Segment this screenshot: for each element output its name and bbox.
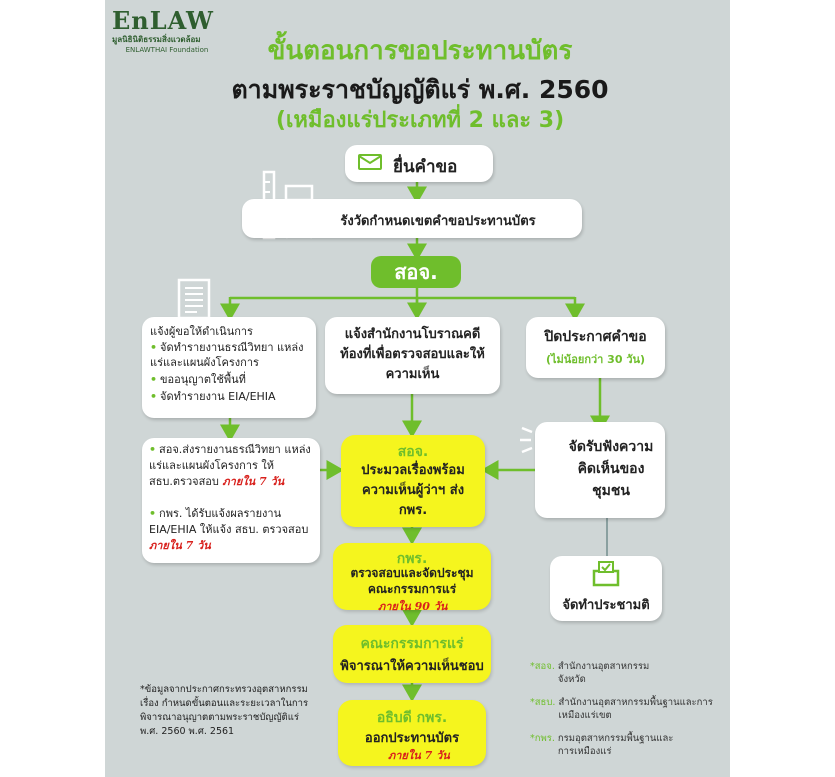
yellow-4-deadline: ภายใน 7 วัน — [388, 749, 450, 762]
branch-right-note: (ไม่น้อยกว่า 30 วัน) — [545, 353, 646, 366]
yellow-4-body: ออกประทานบัตร — [364, 731, 460, 746]
legend-item-2 — [530, 696, 720, 722]
legend-abbr-3: *กพร. — [530, 733, 555, 744]
deadline-7-days-1: ภายใน 7 วัน — [222, 475, 285, 488]
branch-left-item-3: • จัดทำรายงาน EIA/EHIA — [150, 390, 276, 403]
envelope-flap-icon — [358, 154, 382, 170]
logo-name-en: ENLAWTHAI Foundation — [125, 46, 209, 54]
step-submit-label: ยื่นคำขอ — [393, 157, 458, 177]
agency-pill — [371, 256, 461, 288]
title-line3: (เหมืองแร่ประเภทที่ 2 และ 3) — [275, 108, 565, 133]
logo-name-th: มูลนิธินิติธรรมสิ่งแวดล้อม — [112, 35, 201, 44]
document-icon — [177, 278, 213, 320]
legend-item-1 — [530, 660, 720, 686]
legend-item-3 — [530, 732, 720, 758]
branch-mid-box — [325, 317, 500, 394]
yellow-step-1 — [341, 435, 485, 527]
yellow-4-head: อธิบดี กพร. — [376, 710, 448, 726]
referendum-text: จัดทำประชามติ — [562, 598, 650, 613]
step-survey-label: รังวัดกำหนดเขตคำขอประทานบัตร — [340, 214, 536, 229]
legend-abbr-2: *สธบ. — [530, 697, 556, 708]
yellow-3-body: พิจารณาให้ความเห็นชอบ — [340, 659, 484, 674]
referendum-box — [550, 556, 662, 621]
yellow-1-body: ประมวลเรื่องพร้อมความเห็นผู้ว่าฯ ส่ง กพร. — [361, 463, 465, 518]
branch-left-item-1: • จัดทำรายงานธรณีวิทยา แหล่งแร่และแผนผังโครงการ — [150, 341, 304, 369]
yellow-3-head: คณะกรรมการแร่ — [360, 636, 464, 652]
hearing-text: จัดรับฟังความคิดเห็นของชุมชน — [568, 439, 654, 499]
legend-abbr-1: *สอจ. — [530, 661, 555, 672]
logo-brand: EnLAW — [112, 6, 214, 35]
legend-full-1: สำนักงานอุตสาหกรรมจังหวัด — [557, 661, 650, 685]
yellow-step-2 — [333, 543, 491, 613]
footnote: *ข้อมูลจากประกาศกระทรวงอุตสาหกรรม เรื่อง กำหนดขั้นตอนและระยะเวลาในการพิจารณาอนุญาตตามพระราชบัญญัติแร่ พ.ศ. 2560 พ.ศ. 2561 — [140, 684, 309, 737]
yellow-2-deadline: ภายใน 90 วัน — [378, 600, 448, 613]
branch-left-box — [142, 317, 316, 418]
legend-full-2: สำนักงานอุตสาหกรรมพื้นฐานและการเหมืองแร่เขต — [558, 697, 713, 721]
logo — [112, 6, 222, 54]
branch-left-title: แจ้งผู้ขอให้ดำเนินการ — [150, 325, 253, 338]
branch-left-item-2: • ขออนุญาตใช้พื้นที่ — [150, 373, 246, 386]
left-lower-item-1: • สอจ.ส่งรายงานธรณีวิทยา แหล่งแร่และแผนผังโครงการ ให้ สธบ.ตรวจสอบ ภายใน 7 วัน — [149, 443, 311, 488]
left-lower-item-2: • กพร. ได้รับแจ้งผลรายงาน EIA/EHIA ให้แจ้ง สธบ. ตรวจสอบ ภายใน 7 วัน — [149, 507, 309, 552]
legend-full-3: กรมอุตสาหกรรมพื้นฐานและการเหมืองแร่ — [557, 733, 674, 757]
yellow-1-head: สอจ. — [397, 444, 429, 460]
title-line2: ตามพระราชบัญญัติแร่ พ.ศ. 2560 — [231, 75, 609, 104]
yellow-2-body: ตรวจสอบและจัดประชุมคณะกรรมการแร่ — [350, 566, 474, 596]
branch-right-title: ปิดประกาศคำขอ — [544, 329, 647, 345]
ballot-box-icon — [592, 561, 620, 587]
yellow-2-head: กพร. — [396, 551, 428, 567]
hearing-box — [535, 422, 665, 518]
branch-right-box — [526, 317, 665, 378]
agency-pill-label: สอจ. — [394, 260, 438, 284]
title-line1: ขั้นตอนการขอประทานบัตร — [267, 36, 573, 66]
yellow-step-3 — [333, 625, 491, 683]
yellow-step-4 — [338, 700, 486, 766]
step-submit — [345, 145, 493, 182]
deadline-7-days-2: ภายใน 7 วัน — [149, 539, 211, 552]
step-survey — [242, 199, 582, 238]
left-lower-box — [142, 438, 320, 563]
branch-mid-text: แจ้งสำนักงานโบราณคดีท้องที่เพื่อตรวจสอบและให้ความเห็น — [340, 327, 485, 382]
